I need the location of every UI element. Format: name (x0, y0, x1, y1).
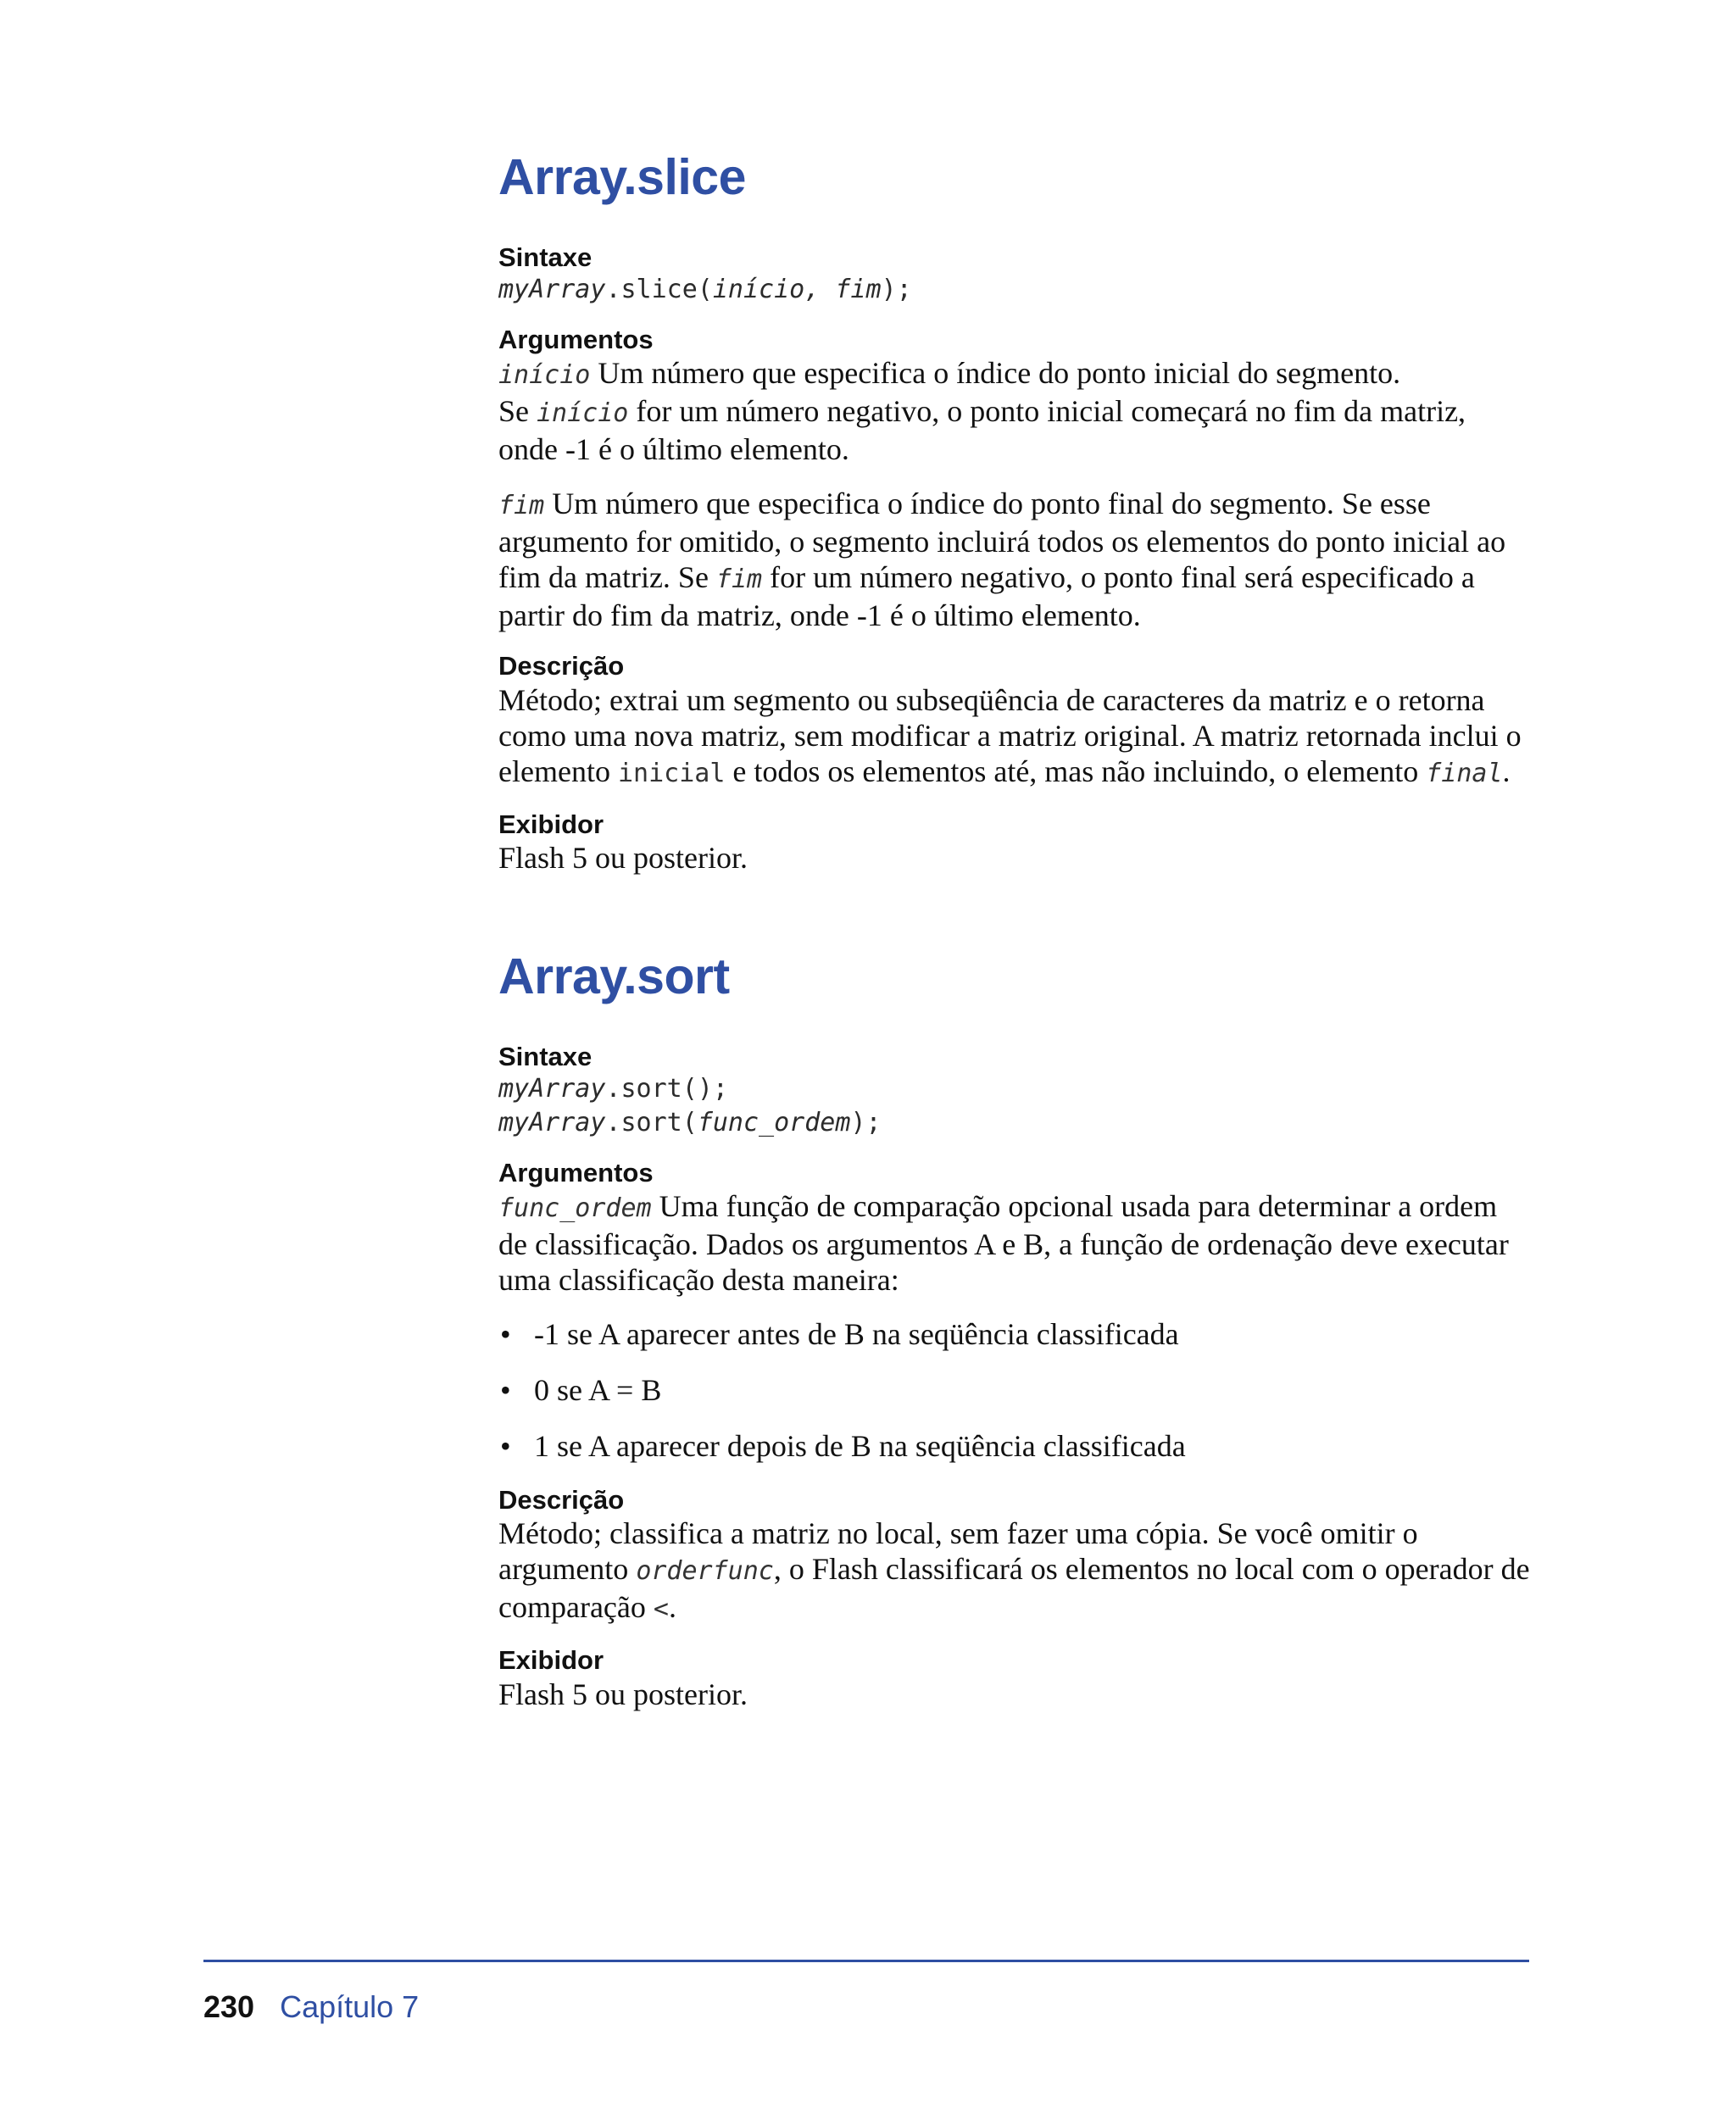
bullet-icon: • (500, 1429, 511, 1464)
comparison-list (498, 1316, 1533, 1464)
argument-text: Um número que especifica o índice do ponto inicial do segmento. (590, 356, 1401, 391)
arguments-heading: Argumentos (498, 1157, 654, 1187)
description-ref: < (653, 1594, 669, 1625)
bullet-icon: • (500, 1317, 511, 1352)
player-heading: Exibidor (498, 1645, 604, 1676)
page-footer (203, 1990, 419, 2024)
entry-array-slice (498, 149, 1533, 876)
syntax-line (498, 1072, 1533, 1106)
syntax-close: ); (850, 1107, 882, 1137)
description-text: Método; classifica a matriz no local, sem fazer uma cópia. Se você omitir o argumento orderfunc, o Flash classificará os elementos no local com o operador de comparação <. (498, 1516, 1530, 1625)
page-content (498, 149, 1533, 1712)
syntax-close: ); (881, 275, 912, 305)
argument-name: func_ordem (498, 1193, 652, 1224)
argument-text: Um número que especifica o índice do ponto final do segmento. Se esse argumento for omitido, o segmento incluirá todos os elementos do ponto inicial ao fim da matriz. Se (498, 487, 1506, 595)
entry-title: Array.sort (498, 948, 730, 1004)
description-ref: orderfunc (636, 1556, 774, 1587)
player-text: Flash 5 ou posterior. (498, 1677, 748, 1711)
syntax-args: início, fim (712, 275, 882, 305)
bullet-icon: • (500, 1373, 511, 1408)
syntax-object: myArray (498, 1107, 606, 1137)
syntax-heading: Sintaxe (498, 242, 593, 272)
syntax-heading: Sintaxe (498, 1041, 593, 1071)
description-ref: final (1426, 758, 1503, 788)
footer-rule (203, 1960, 1529, 1962)
syntax-args: func_ordem (697, 1107, 851, 1137)
argument-ref: início (537, 398, 629, 429)
argument-fim: fim Um número que especifica o índice do ponto final do segmento. Se esse argumento for omitido, o segmento incluirá todos os elementos do ponto inicial ao fim da matriz. Se fim for um número negativo, o ponto final será especificado a partir do fim da matriz, onde -1 é o último elemento. (498, 487, 1506, 633)
argument-func-ordem (498, 1188, 1533, 1298)
description-text: Método; extrai um segmento ou subseqüência de caracteres da matriz e o retorna como uma nova matriz, sem modificar a matriz original. A matriz retornada inclui o elemento inicial e todos os elementos até, mas não incluindo, o elemento final. (498, 682, 1522, 788)
description-heading: Descrição (498, 651, 625, 681)
list-item: • 0 se A = B (500, 1373, 662, 1408)
syntax-method: .slice( (605, 275, 713, 305)
argument-name: fim (498, 491, 545, 521)
syntax-object: myArray (498, 275, 606, 305)
syntax-close: ); (697, 1073, 728, 1104)
page-number: 230 (203, 1989, 255, 2024)
argument-text: Uma função de comparação opcional usada para determinar a ordem de classificação. Dados os argumentos A e B, a função de ordenação deve executar uma classificação desta maneira: (498, 1189, 1509, 1298)
syntax-line (498, 273, 1533, 307)
entry-array-sort (498, 948, 1533, 1712)
syntax-method: .sort( (605, 1073, 698, 1104)
description-heading: Descrição (498, 1485, 625, 1516)
arguments-heading: Argumentos (498, 325, 654, 355)
argument-name: início (498, 360, 591, 391)
argument-inicio: início Um número que especifica o índice do ponto inicial do segmento. Se início for um número negativo, o ponto inicial começará no fim da matriz, onde -1 é o último elemento. (498, 356, 1466, 467)
syntax-method: .sort( (605, 1107, 698, 1137)
list-item: • 1 se A aparecer depois de B na seqüência classificada (500, 1429, 1186, 1464)
entry-title: Array.slice (498, 149, 746, 205)
syntax-line (498, 1106, 1533, 1140)
chapter-label: Capítulo 7 (280, 1989, 420, 2024)
player-heading: Exibidor (498, 809, 604, 839)
list-item: • -1 se A aparecer antes de B na seqüência classificada (500, 1317, 1179, 1352)
argument-ref: fim (715, 565, 763, 595)
player-text: Flash 5 ou posterior. (498, 840, 748, 875)
description-ref: inicial (617, 758, 726, 788)
syntax-object: myArray (498, 1073, 606, 1104)
